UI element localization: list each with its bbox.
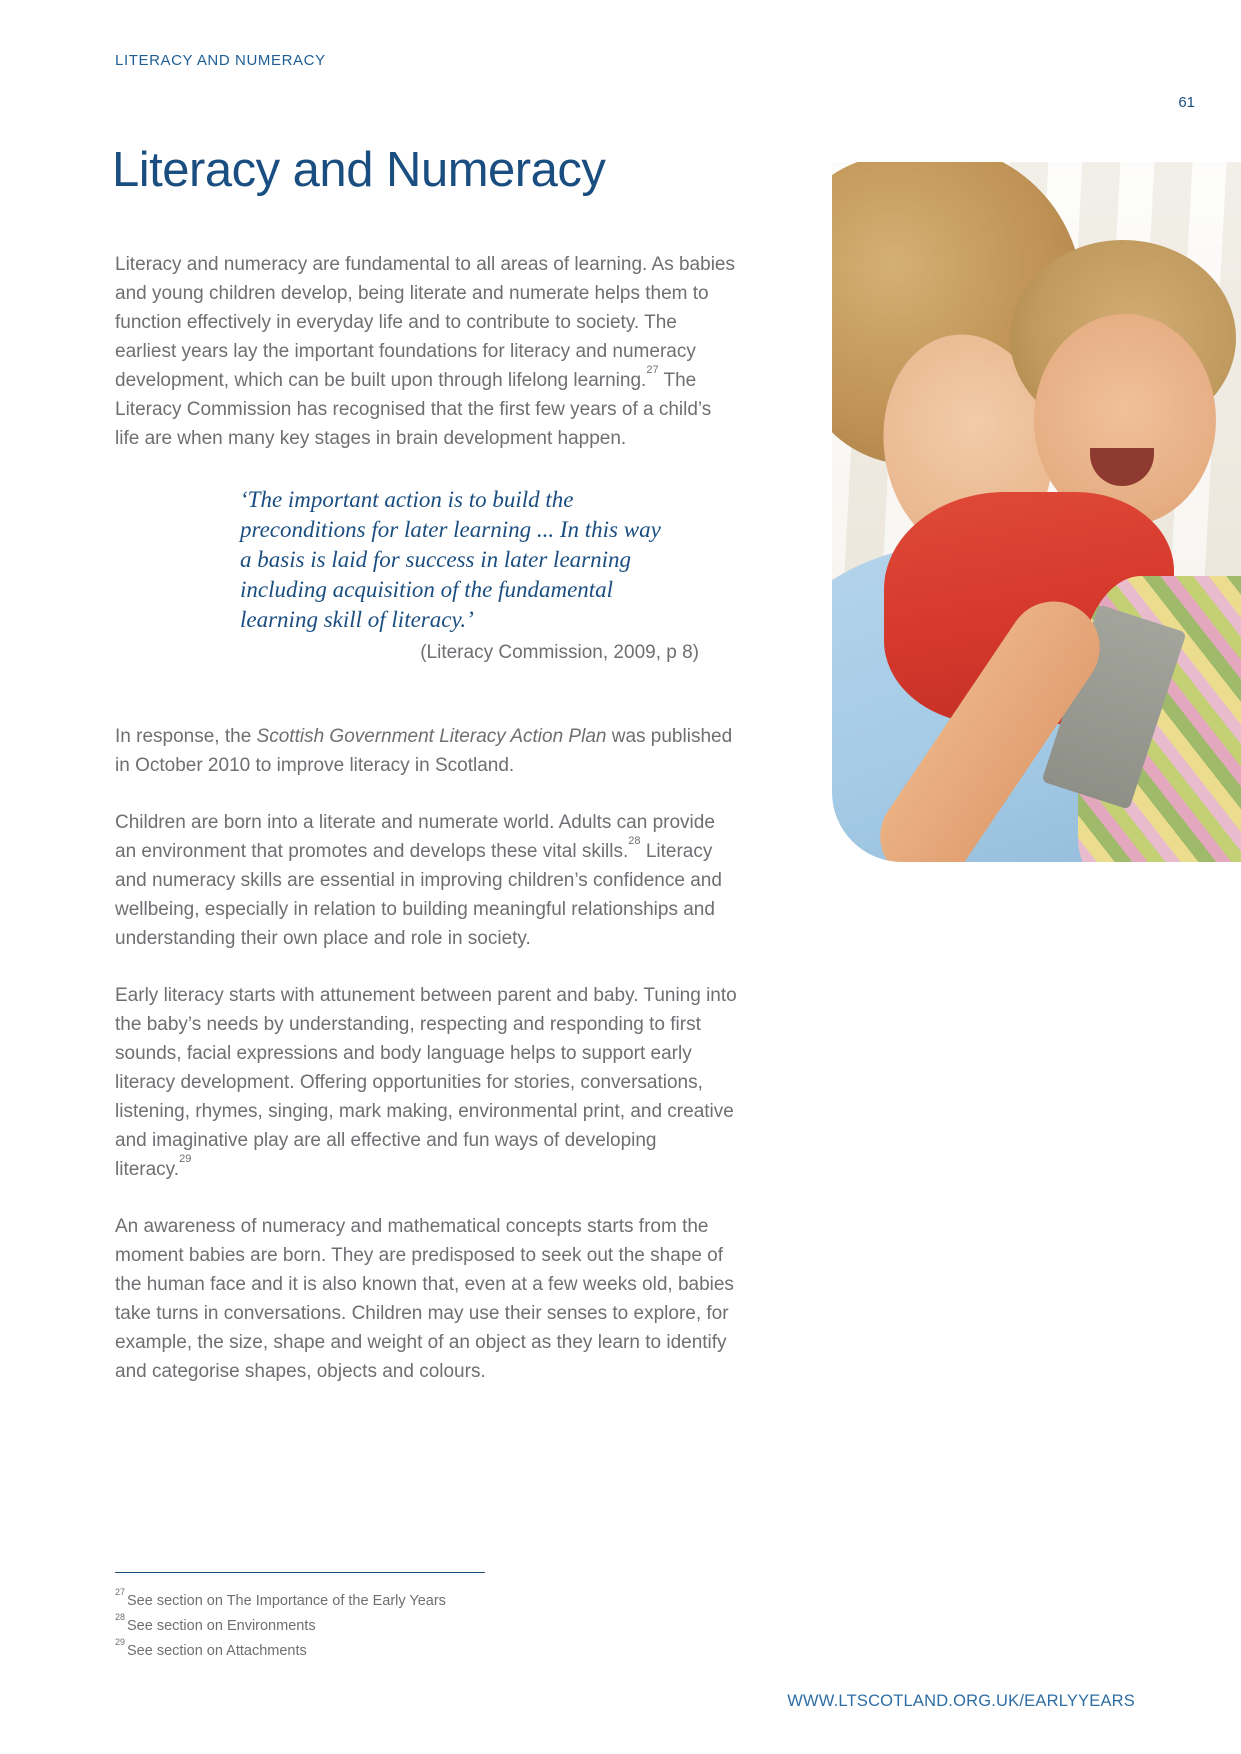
footnote-29 <box>115 1639 615 1664</box>
body-text-column <box>115 250 737 1386</box>
photo-mother-and-child <box>832 162 1241 862</box>
footer-website-link[interactable]: WWW.LTSCOTLAND.ORG.UK/EARLYYEARS <box>787 1692 1135 1710</box>
footnotes-block <box>115 1572 615 1664</box>
paragraph-numeracy-awareness: An awareness of numeracy and mathematical concepts starts from the moment babies are born. They are predisposed to seek out the shape of the human face and it is also known that, even at a few weeks old, babies take turns in conversations. Children may use their senses to explore, for example, the size, shape and weight of an object as they learn to identify and categorise shapes, objects and colours. <box>115 1216 734 1382</box>
pull-quote: ‘The important action is to build the preconditions for later learning ... In this way a basis is laid for success in later learning including acquisition of the fundamental learning skill of literacy.’ <box>240 487 661 632</box>
footnote-29-text: See section on Attachments <box>127 1643 307 1659</box>
paragraph-response: In response, the Scottish Government Literacy Action Plan was published in October 2010 to improve literacy in Scotland. <box>115 726 733 776</box>
footnote-divider <box>115 1572 485 1573</box>
footnote-29-number: 29 <box>115 1637 125 1648</box>
footnote-28-text: See section on Environments <box>127 1618 316 1634</box>
footnote-28 <box>115 1614 615 1639</box>
footnote-28-number: 28 <box>115 1612 125 1623</box>
footnote-27-number: 27 <box>115 1587 125 1598</box>
paragraph-intro: Literacy and numeracy are fundamental to all areas of learning. As babies and young children develop, being literate and numerate helps them to function effectively in everyday life and to contribute to society. The earliest years lay the important foundations for literacy and numeracy development, which can be built upon through lifelong learning.$^{27}$ The Literacy Commission has recognised that the first few years of a child’s life are when many key stages in brain development happen. <box>115 254 735 449</box>
page-number: 61 <box>1178 94 1195 111</box>
paragraph-early-literacy: Early literacy starts with attunement between parent and baby. Tuning into the baby’s needs by understanding, respecting and responding to first sounds, facial expressions and body language helps to support early literacy development. Offering opportunities for stories, conversations, listening, rhymes, singing, mark making, environmental print, and creative and imaginative play are all effective and fun ways of developing literacy.$^{29}$ <box>115 985 737 1180</box>
footnote-27 <box>115 1589 615 1614</box>
paragraph-born-into-world: Children are born into a literate and numerate world. Adults can provide an environment that promotes and develops these vital skills.$^{28}$ Literacy and numeracy skills are essential in improving children’s confidence and wellbeing, especially in relation to building meaningful relationships and understanding their own place and role in society. <box>115 812 722 949</box>
footnote-27-text: See section on The Importance of the Early Years <box>127 1593 446 1609</box>
quote-attribution: (Literacy Commission, 2009, p 8) <box>420 642 699 663</box>
page-title: Literacy and Numeracy <box>112 143 606 197</box>
running-header: LITERACY AND NUMERACY <box>115 52 326 69</box>
